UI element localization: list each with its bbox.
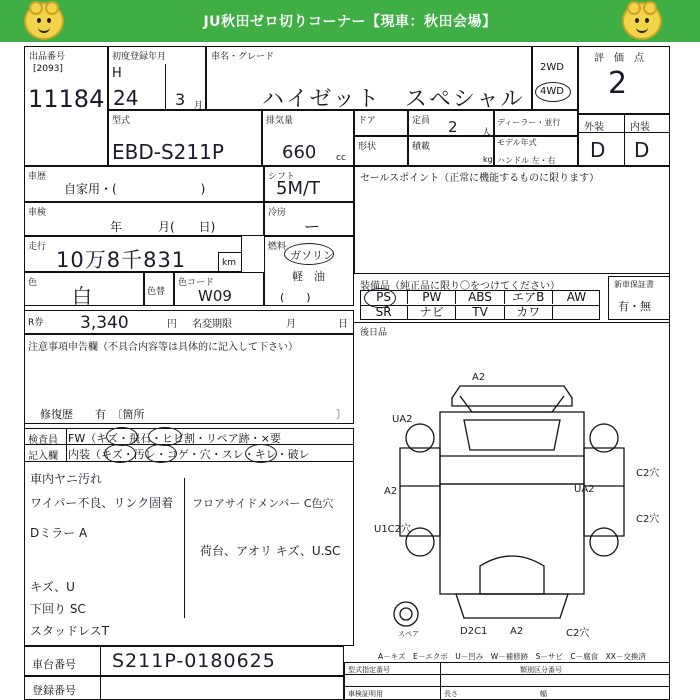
recycle-box: [24, 310, 354, 334]
ac-label: 冷房: [268, 208, 287, 218]
inspector-row-windshield: FW（キズ・飛石・ヒビ割・リペア跡・×要: [68, 432, 281, 445]
equip-empty: [553, 306, 600, 319]
fuel-gas-circle: [284, 243, 334, 265]
recycle-label: R券: [28, 318, 44, 328]
color-code-label: 色コード: [178, 278, 215, 288]
comment-3: Dミラー A: [30, 526, 88, 540]
fuel-gas: ガソリン: [290, 249, 334, 262]
equip-airbag: エアB: [505, 291, 553, 304]
banner: [0, 0, 700, 42]
equipment-label: 装備品（純正品に限り〇をつけてください）: [360, 281, 560, 292]
color-label: 色: [28, 278, 38, 288]
capacity-label: 定員: [412, 116, 431, 126]
circle-tobiishi: [148, 427, 182, 446]
cargo-bed: [440, 484, 584, 594]
width-label: 幅: [540, 690, 547, 698]
front-bumper: [452, 386, 572, 406]
first-reg-label: 初度登録年月: [112, 52, 167, 62]
color-value: 白: [72, 284, 92, 308]
mark-4: UA2: [574, 484, 595, 495]
mark-5: U1C2穴: [374, 524, 412, 535]
equipment-row-1: [360, 291, 600, 304]
hood-line: [460, 396, 564, 412]
door-label: ドア: [358, 116, 376, 126]
designation-box: [344, 662, 670, 700]
equip-ps-circle: [364, 288, 396, 308]
mileage-unit: km: [222, 258, 236, 268]
handle-label: ハンドル 左・右: [497, 156, 556, 165]
rear-right-wheel: [590, 528, 618, 556]
equip-leather: カワ: [505, 306, 553, 319]
drive-2wd: 2WD: [540, 62, 564, 73]
recycle-unit: 円: [167, 319, 177, 330]
load-label: 積載: [412, 142, 431, 152]
equip-sr: SR: [360, 306, 408, 319]
recycle-value: 3,340: [80, 313, 129, 333]
inspector-label-1: 検査員: [28, 435, 58, 446]
mark-3: A2: [384, 486, 398, 497]
warranty-value: 有・無: [618, 300, 651, 313]
mark-10: C2穴: [566, 628, 590, 639]
circle-sure: [245, 444, 277, 463]
warranty-label: 新車保証書: [614, 280, 654, 289]
mark-8: D2C1: [460, 626, 488, 637]
equip-abs: ABS: [456, 291, 504, 304]
windshield: [464, 420, 560, 450]
inspector-label-2: 記入欄: [28, 451, 58, 462]
mileage-label: 走行: [28, 242, 47, 252]
inspection-label: 車検: [28, 208, 47, 218]
mark-2: UA2: [392, 414, 413, 425]
comment-right-1: フロアサイドメンバー C色穴: [192, 497, 334, 510]
month-unit: 月: [194, 101, 204, 111]
spare-tire: [394, 602, 418, 626]
ac-value: ー: [304, 217, 321, 236]
equip-navi: ナビ: [408, 306, 456, 319]
equip-ps: PS: [360, 291, 408, 304]
banner-title: JU秋田ゼロ切りコーナー【現車：秋田会場】: [203, 14, 497, 30]
capacity-unit: 人: [482, 128, 492, 138]
drive-4wd: 4WD: [540, 86, 564, 97]
lot-number: 11184: [28, 85, 105, 113]
load-unit: kg: [483, 155, 493, 164]
category-label: 類別区分番号: [520, 666, 562, 674]
repair-label: 修復歴 有 〔箇所: [40, 408, 145, 421]
equip-pw: PW: [408, 291, 456, 304]
lot-label: 出品番号: [29, 52, 66, 62]
history-label: 車歴: [28, 172, 47, 182]
mark-7: C2穴: [636, 514, 660, 525]
inspection-value: 年 月( 日): [110, 220, 216, 234]
comment-4: キズ、U: [30, 580, 75, 594]
exterior-grade: D: [590, 138, 606, 162]
equip-aw: AW: [566, 290, 587, 304]
vehicle-damage-diagram: [360, 336, 666, 646]
history-value: 自家用・( ): [64, 182, 206, 196]
color-code: W09: [198, 287, 232, 305]
inspector-row-interior: 内装（キズ・汚レ・コゲ・穴・スレ・キレ・破レ: [68, 448, 310, 461]
sales-point-label: セールスポイント（正常に機能するものに限ります）: [360, 173, 600, 184]
length-label: 長さ: [444, 690, 458, 698]
fuel-other: ( ): [280, 291, 311, 304]
comment-1: 車内ヤニ汚れ: [30, 472, 103, 486]
mark-6: C2穴: [636, 468, 660, 479]
type-designation-label: 型式指定番号: [348, 666, 390, 674]
shift-value: 5M/T: [276, 178, 321, 199]
score-value: 2: [608, 66, 628, 101]
comment-right-2: 荷台、アオリ キズ、U.SC: [200, 544, 341, 558]
model-label: 型式: [112, 116, 131, 126]
repair-close: 〕: [336, 408, 347, 421]
rear-bumper: [456, 594, 568, 618]
comment-6: スタッドレスT: [30, 624, 109, 638]
chassis-number: S211P-0180625: [112, 650, 276, 672]
comment-2: ワイパー不良、リンク固着: [30, 496, 174, 510]
circle-kizu-int: [104, 444, 136, 463]
paint-label: 色替: [147, 287, 166, 297]
car-name: ハイゼット スペシャル: [262, 87, 525, 112]
model-code: EBD-S211P: [112, 140, 224, 164]
displacement-value: 660: [282, 142, 317, 163]
seats-label: 後日品: [360, 328, 388, 338]
damage-legend: A－キズ E－エクボ U－凹み W－補修跡 S－サビ C－腐食 XX－交換済: [378, 652, 646, 661]
spare-label: スペア: [398, 630, 419, 638]
shift-label: シフト: [268, 172, 296, 182]
mark-1: A2: [472, 372, 486, 383]
equip-tv: TV: [456, 306, 504, 319]
name-change-day: 日: [338, 319, 348, 330]
exterior-label: 外装: [584, 122, 604, 133]
score-label: 評 価 点: [594, 53, 644, 64]
name-change-label: 名変期限: [192, 319, 232, 330]
interior-label: 内装: [630, 122, 650, 133]
registration-label: 登録番号: [32, 684, 76, 697]
name-change-month: 月: [286, 319, 296, 330]
cab-body: [440, 412, 584, 484]
shape-label: 形状: [358, 142, 377, 152]
era: H: [112, 66, 122, 81]
lot-sub: [2093]: [33, 64, 63, 74]
circle-yogore: [145, 444, 177, 463]
displacement-label: 排気量: [266, 116, 294, 126]
mark-9: A2: [510, 626, 524, 637]
mascot-left-icon: [24, 2, 64, 40]
left-door: [400, 448, 440, 536]
fuel-label: 燃料: [268, 242, 287, 252]
notes-label: 注意事項申告欄（不具合内容等は具体的に記入して下さい）: [28, 342, 298, 353]
cert-label: 車検証明用: [348, 690, 383, 698]
tailgate-area: [480, 556, 544, 594]
year: 24: [113, 86, 139, 110]
capacity-value: 2: [448, 118, 458, 136]
comment-5: 下回り SC: [30, 602, 86, 616]
equipment-row-2: [360, 306, 600, 319]
mascot-right-icon: [622, 2, 662, 40]
interior-grade: D: [634, 138, 650, 162]
mileage-value: 10万8千831: [56, 248, 187, 272]
month: 3: [175, 90, 186, 109]
dealer-label: ディーラー・並行: [497, 118, 561, 127]
fuel-diesel: 軽 油: [292, 270, 325, 283]
model-year-label: モデル年式: [497, 138, 537, 147]
drive-4wd-circle: [535, 82, 571, 102]
cc-unit: cc: [336, 153, 346, 163]
car-name-label: 車名・グレード: [211, 52, 275, 62]
chassis-label: 車台番号: [32, 658, 76, 671]
